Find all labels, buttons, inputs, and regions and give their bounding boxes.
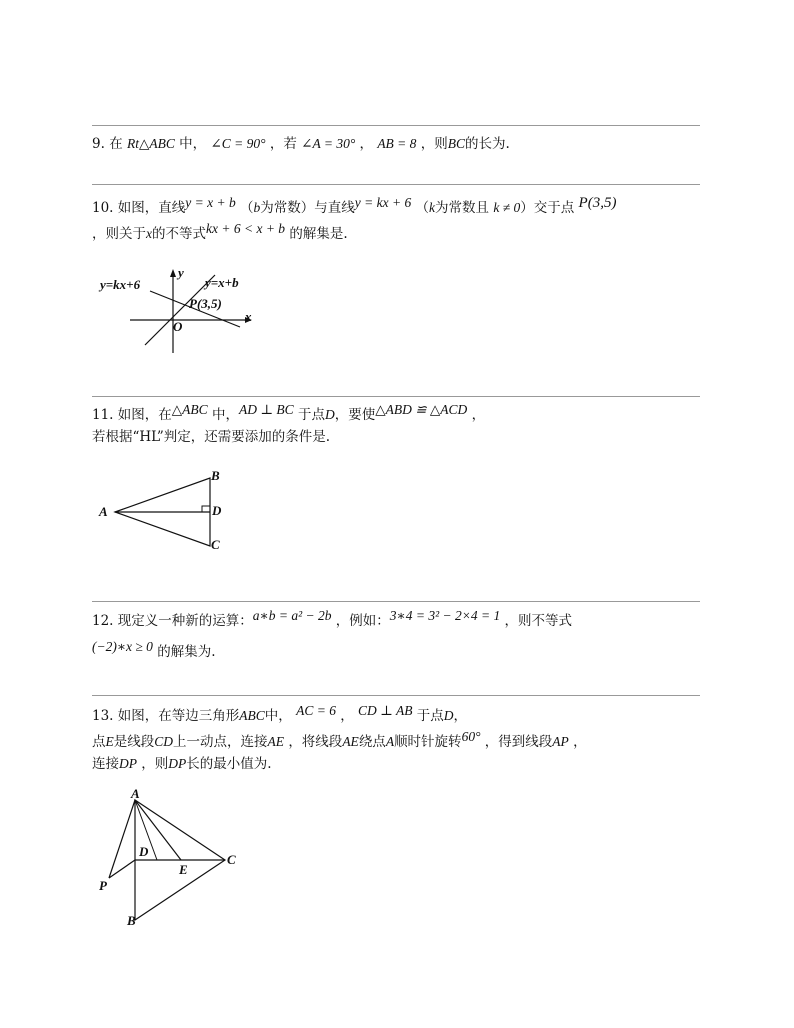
problem-11-figure — [95, 468, 235, 553]
problem-10-line-2: ，则关于x的不等式kx + 6 < x + b 的解集是. — [92, 221, 348, 242]
label-e: E — [179, 862, 188, 877]
problem-13-line-3: 连接DP ，则DP长的最小值为. — [92, 756, 272, 772]
label-p: P — [99, 878, 107, 893]
problem-9-text: 9. 在 Rt△ABC 中， ∠C = 90° ，若 ∠A = 30° ， AB = 8 ，则BC的长为. — [92, 136, 510, 152]
label-o: O — [173, 319, 183, 334]
problem-12-line-1: 12. 现定义一种新的运算：a∗b = a² − 2b ，例如：3∗4 = 3² − 2×4 = 1 ，则不等式 — [92, 608, 572, 629]
label-a: A — [99, 504, 108, 519]
problem-number: 11. — [92, 407, 114, 423]
separator-10 — [92, 184, 700, 185]
problem-11-line-2: 若根据“HL”判定，还需要添加的条件是. — [92, 429, 331, 445]
problem-number: 12. — [92, 613, 114, 629]
separator-11 — [92, 396, 700, 397]
y-axis-arrow — [170, 269, 176, 277]
label-b: B — [127, 913, 136, 928]
problem-12-line-2: (−2)∗x ≥ 0 的解集为. — [92, 639, 216, 660]
separator-9 — [92, 125, 700, 126]
problem-10-line-1: 10. 如图，直线y = x + b （b为常数）与直线y = kx + 6 （k为常数且 k ≠ 0）交于点 P(3,5) — [92, 195, 617, 216]
problem-number: 9. — [92, 136, 105, 152]
problem-13-line-1: 13. 如图，在等边三角形ABC中， AC = 6 ， CD ⊥ AB 于点D， — [92, 703, 468, 724]
problem-number: 10. — [92, 200, 114, 216]
label-c: C — [211, 537, 220, 552]
label-d: D — [212, 503, 222, 518]
label-y: y — [178, 265, 184, 280]
label-b: B — [211, 468, 220, 483]
separator-12 — [92, 601, 700, 602]
label-d: D — [139, 844, 149, 859]
label-x: x — [245, 309, 252, 324]
problem-number: 13. — [92, 708, 114, 724]
label-c: C — [227, 852, 236, 867]
label-a: A — [131, 788, 140, 801]
segment-dp — [109, 860, 135, 878]
label-y-kx-6: y=kx+6 — [100, 277, 141, 292]
label-p: P(3,5) — [189, 296, 222, 311]
problem-10-figure — [95, 265, 265, 360]
segment-ap — [109, 800, 135, 878]
separator-13 — [92, 695, 700, 696]
problem-11-line-1: 11. 如图，在△ABC 中，AD ⊥ BC 于点D，要使△ABD ≌ △ACD ， — [92, 402, 486, 423]
label-y-x-b: y=x+b — [205, 275, 239, 290]
problem-13-line-2: 点E是线段CD上一动点，连接AE ，将线段AE绕点A顺时针旋转60° ，得到线段AP ， — [92, 729, 587, 750]
right-angle-mark — [202, 506, 210, 512]
problem-13-figure — [95, 788, 255, 928]
